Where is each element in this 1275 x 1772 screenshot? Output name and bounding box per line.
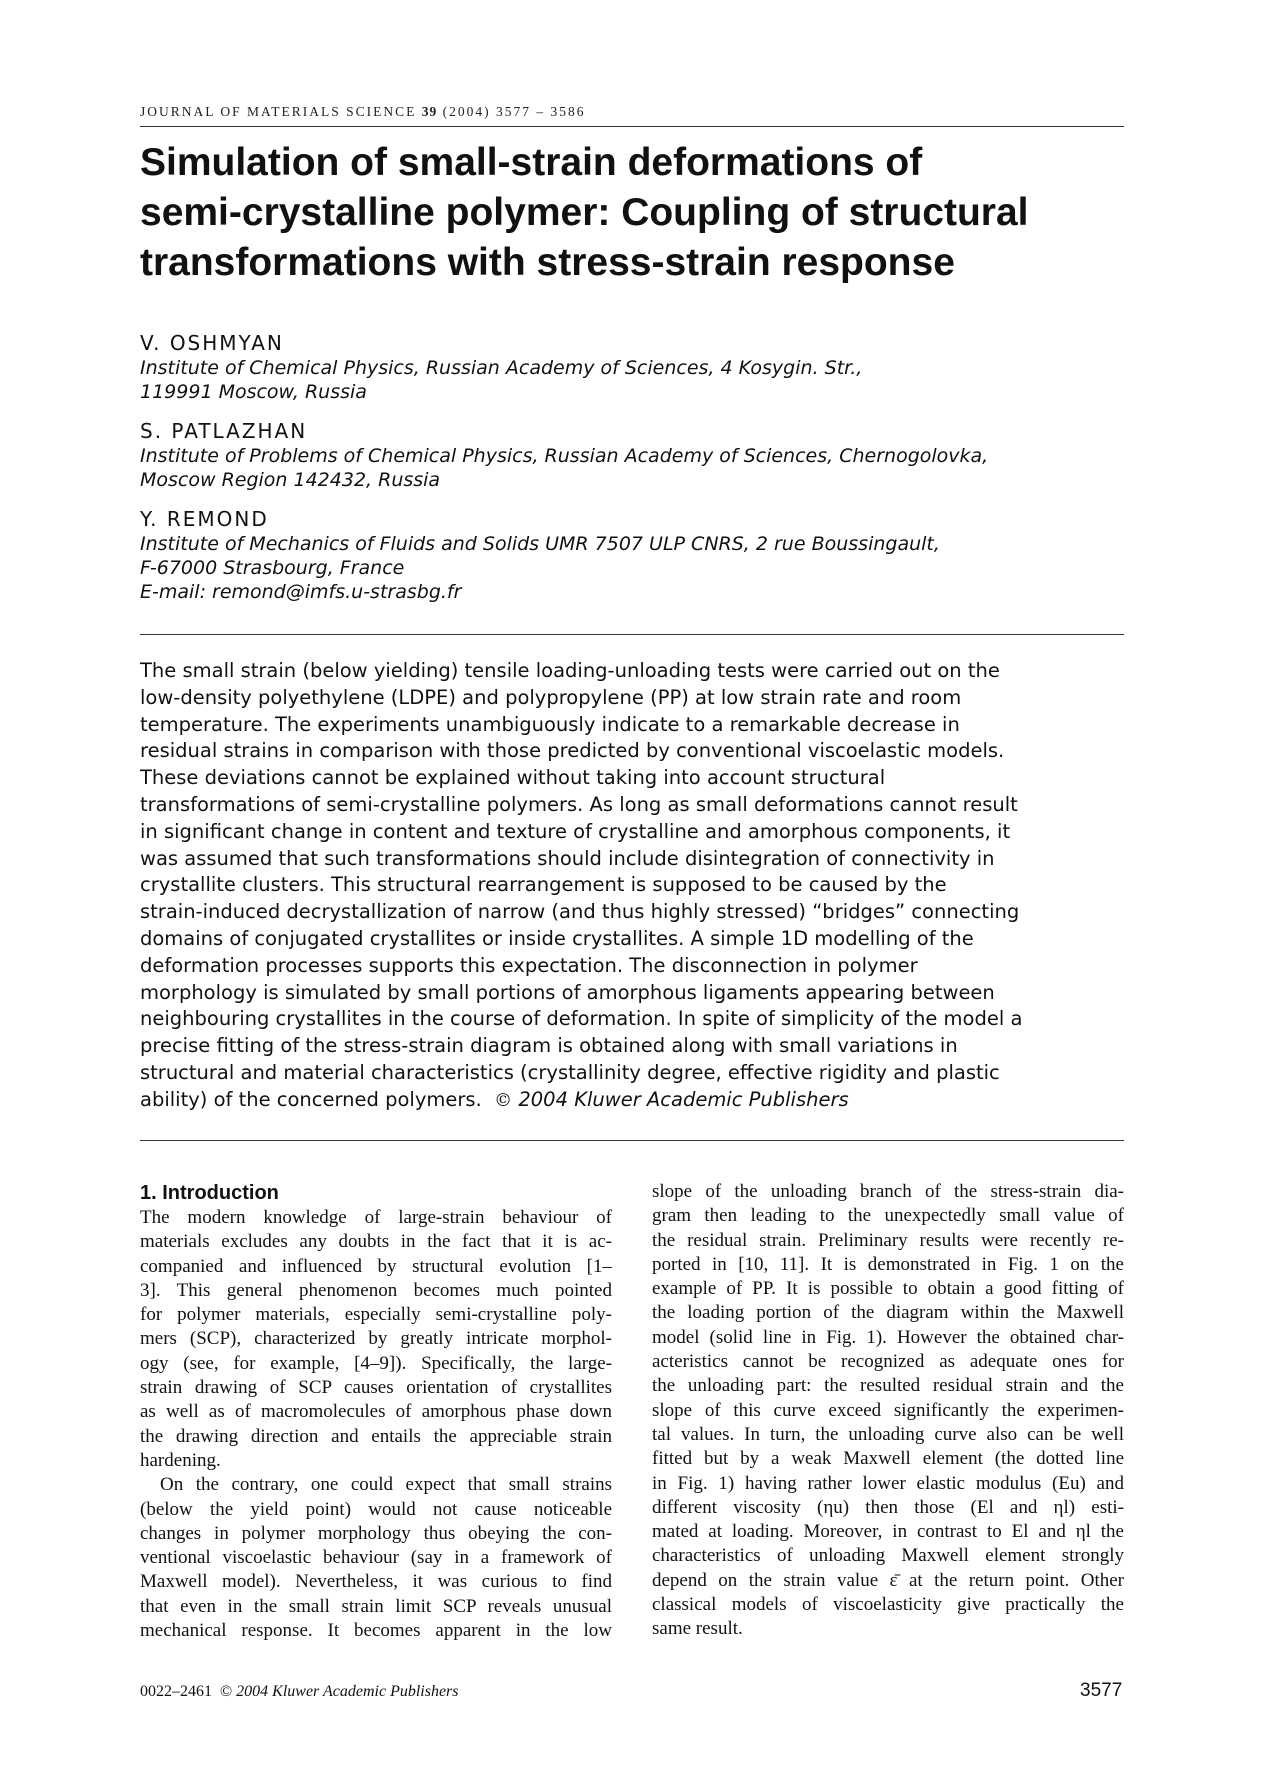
body-line: different viscosity (ηu) then those (El and ηl) esti-	[652, 1496, 1124, 1518]
body-line: slope of the unloading branch of the stress-strain dia-	[652, 1181, 1124, 1202]
body-line: the loading portion of the diagram within the Maxwell	[652, 1302, 1124, 1324]
body-line: ogy (see, for example, [4–9]). Specifically, the large-	[140, 1352, 612, 1374]
title-line: Simulation of small-strain deformations of	[140, 141, 923, 184]
abstract-line: crystallite clusters. This structural rearrangement is supposed to be caused by the	[140, 873, 947, 897]
body-line: example of PP. It is possible to obtain a good fitting of	[652, 1278, 1124, 1300]
journal-header	[140, 104, 1124, 127]
paper-title	[140, 138, 1130, 288]
title-line: transformations with stress-strain response	[140, 241, 955, 284]
title-line: semi-crystalline polymer: Coupling of structural	[140, 191, 1029, 234]
body-line: strain drawing of SCP causes orientation of crystallites	[140, 1377, 612, 1399]
abstract-line: temperature. The experiments unambiguously indicate to a remarkable decrease in	[140, 712, 960, 736]
abstract-line: deformation processes supports this expectation. The disconnection in polymer	[140, 953, 918, 977]
author-name: Y. REMOND	[140, 507, 269, 531]
abstract-line: The small strain (below yielding) tensile loading-unloading tests were carried out on the	[140, 659, 1000, 682]
copyright-symbol: ©	[220, 1683, 233, 1700]
body-line: that even in the small strain limit SCP reveals unusual	[140, 1595, 612, 1617]
author-name: S. PATLAZHAN	[140, 419, 308, 443]
author-block	[140, 418, 1130, 492]
journal-volume: 39	[421, 104, 438, 119]
body-line: mers (SCP), characterized by greatly intricate morphol-	[140, 1328, 612, 1350]
body-line: classical models of viscoelasticity give practically the	[652, 1594, 1124, 1616]
abstract-line: These deviations cannot be explained without taking into account structural	[140, 766, 886, 790]
abstract-line: in significant change in content and texture of crystalline and amorphous components, it	[140, 819, 1011, 843]
body-line: hardening.	[140, 1449, 221, 1471]
column-right	[652, 1180, 1124, 1642]
copyright-publisher: Kluwer Academic Publishers	[574, 1087, 849, 1111]
body-line: On the contrary, one could expect that small strains	[160, 1474, 612, 1496]
journal-year-pages: (2004) 3577 – 3586	[442, 104, 586, 119]
body-line: the residual strain. Preliminary results were recently re-	[652, 1229, 1124, 1251]
body-line: acteristics cannot be recognized as adequate ones for	[652, 1351, 1124, 1373]
abstract-line: low-density polyethylene (LDPE) and polypropylene (PP) at low strain rate and room	[140, 685, 962, 709]
body-line: changes in polymer morphology thus obeying the con-	[140, 1522, 612, 1544]
body-line: model (solid line in Fig. 1). However the obtained char-	[652, 1326, 1124, 1348]
abstract-line: transformations of semi-crystalline polymers. As long as small deformations cannot result	[140, 792, 1018, 816]
author-list	[140, 330, 1130, 618]
author-affiliation	[140, 532, 1130, 604]
body-line: in Fig. 1) having rather lower elastic modulus (Eu) and	[652, 1472, 1124, 1494]
author-name: V. OSHMYAN	[140, 331, 284, 355]
abstract-line: domains of conjugated crystallites or inside crystallites. A simple 1D modelling of the	[140, 926, 974, 950]
author-email[interactable]: E-mail: remond@imfs.u-strasbg.fr	[140, 581, 462, 603]
column-left	[140, 1180, 612, 1643]
abstract-line: residual strains in comparison with those predicted by conventional viscoelastic models.	[140, 739, 1005, 763]
affiliation-line: Institute of Problems of Chemical Physics, Russian Academy of Sciences, Chernogolovka,	[140, 445, 989, 467]
body-line: mated at loading. Moreover, in contrast to El and ηl the	[652, 1521, 1124, 1543]
author-block	[140, 506, 1130, 604]
section-heading: 1. Introduction	[140, 1182, 279, 1204]
abstract-line: neighbouring crystallites in the course of deformation. In spite of simplicity of the model a	[140, 1007, 1023, 1031]
body-line: Maxwell model). Nevertheless, it was curious to find	[140, 1571, 612, 1593]
body-line: the unloading part: the resulted residual strain and the	[652, 1375, 1124, 1397]
abstract-last-line	[140, 1087, 1130, 1115]
body-line: ported in [10, 11]. It is demonstrated in Fig. 1 on the	[652, 1253, 1124, 1275]
affiliation-line: Institute of Chemical Physics, Russian Academy of Sciences, 4 Kosygin. Str.,	[140, 357, 863, 379]
abstract-text: ability) of the concerned polymers.	[140, 1087, 482, 1111]
body-line: as well as of macromolecules of amorphous phase down	[140, 1401, 612, 1423]
page-number: 3577	[1080, 1680, 1123, 1701]
body-line: (below the yield point) would not cause noticeable	[140, 1498, 612, 1520]
footer-copyright: 2004 Kluwer Academic Publishers	[236, 1683, 459, 1700]
abstract	[140, 658, 1130, 1115]
body-line: depend on the strain value ε̄ at the return point. Other	[652, 1569, 1124, 1591]
affiliation-line: Institute of Mechanics of Fluids and Solids UMR 7507 ULP CNRS, 2 rue Boussingault,	[140, 533, 940, 555]
body-line: characteristics of unloading Maxwell element strongly	[652, 1545, 1124, 1567]
copyright-symbol: ©	[494, 1089, 513, 1111]
author-affiliation	[140, 356, 1130, 404]
affiliation-line: Moscow Region 142432, Russia	[140, 469, 441, 491]
body-line: materials excludes any doubts in the fact that it is ac-	[140, 1231, 612, 1253]
body-line: for polymer materials, especially semi-crystalline poly-	[140, 1304, 612, 1326]
body-line: The modern knowledge of large-strain behaviour of	[140, 1207, 612, 1228]
affiliation-line: 119991 Moscow, Russia	[140, 381, 367, 403]
affiliation-line: F-67000 Strasbourg, France	[140, 557, 405, 579]
abstract-line: structural and material characteristics (crystallinity degree, effective rigidity and plastic	[140, 1060, 1000, 1084]
body-line: companied and influenced by structural evolution [1–	[140, 1255, 612, 1277]
abstract-line: morphology is simulated by small portions of amorphous ligaments appearing between	[140, 980, 995, 1004]
body-line: slope of this curve exceed significantly the experimen-	[652, 1399, 1124, 1421]
abstract-line: strain-induced decrystallization of narrow (and thus highly stressed) “bridges” connecting	[140, 900, 1020, 924]
body-line: same result.	[652, 1618, 743, 1640]
divider	[140, 634, 1124, 635]
body-line: 3]. This general phenomenon becomes much pointed	[140, 1279, 612, 1301]
body-line: the drawing direction and entails the appreciable strain	[140, 1425, 612, 1447]
body-line: mechanical response. It becomes apparent in the low	[140, 1620, 612, 1642]
journal-name: JOURNAL OF MATERIALS SCIENCE	[140, 104, 417, 119]
footer-issn	[140, 1683, 459, 1701]
body-line: gram then leading to the unexpectedly small value of	[652, 1205, 1124, 1227]
divider	[140, 1140, 1124, 1141]
author-affiliation	[140, 444, 1130, 492]
copyright-year: 2004	[518, 1087, 568, 1111]
body-line: fitted but by a weak Maxwell element (the dotted line	[652, 1448, 1124, 1470]
abstract-line: precise fitting of the stress-strain diagram is obtained along with small variations in	[140, 1034, 958, 1058]
author-block	[140, 330, 1130, 404]
body-line: tal values. In turn, the unloading curve also can be well	[652, 1423, 1124, 1445]
issn: 0022–2461	[140, 1683, 212, 1700]
body-line: ventional viscoelastic behaviour (say in a framework of	[140, 1547, 612, 1569]
abstract-line: was assumed that such transformations should include disintegration of connectivity in	[140, 846, 995, 870]
